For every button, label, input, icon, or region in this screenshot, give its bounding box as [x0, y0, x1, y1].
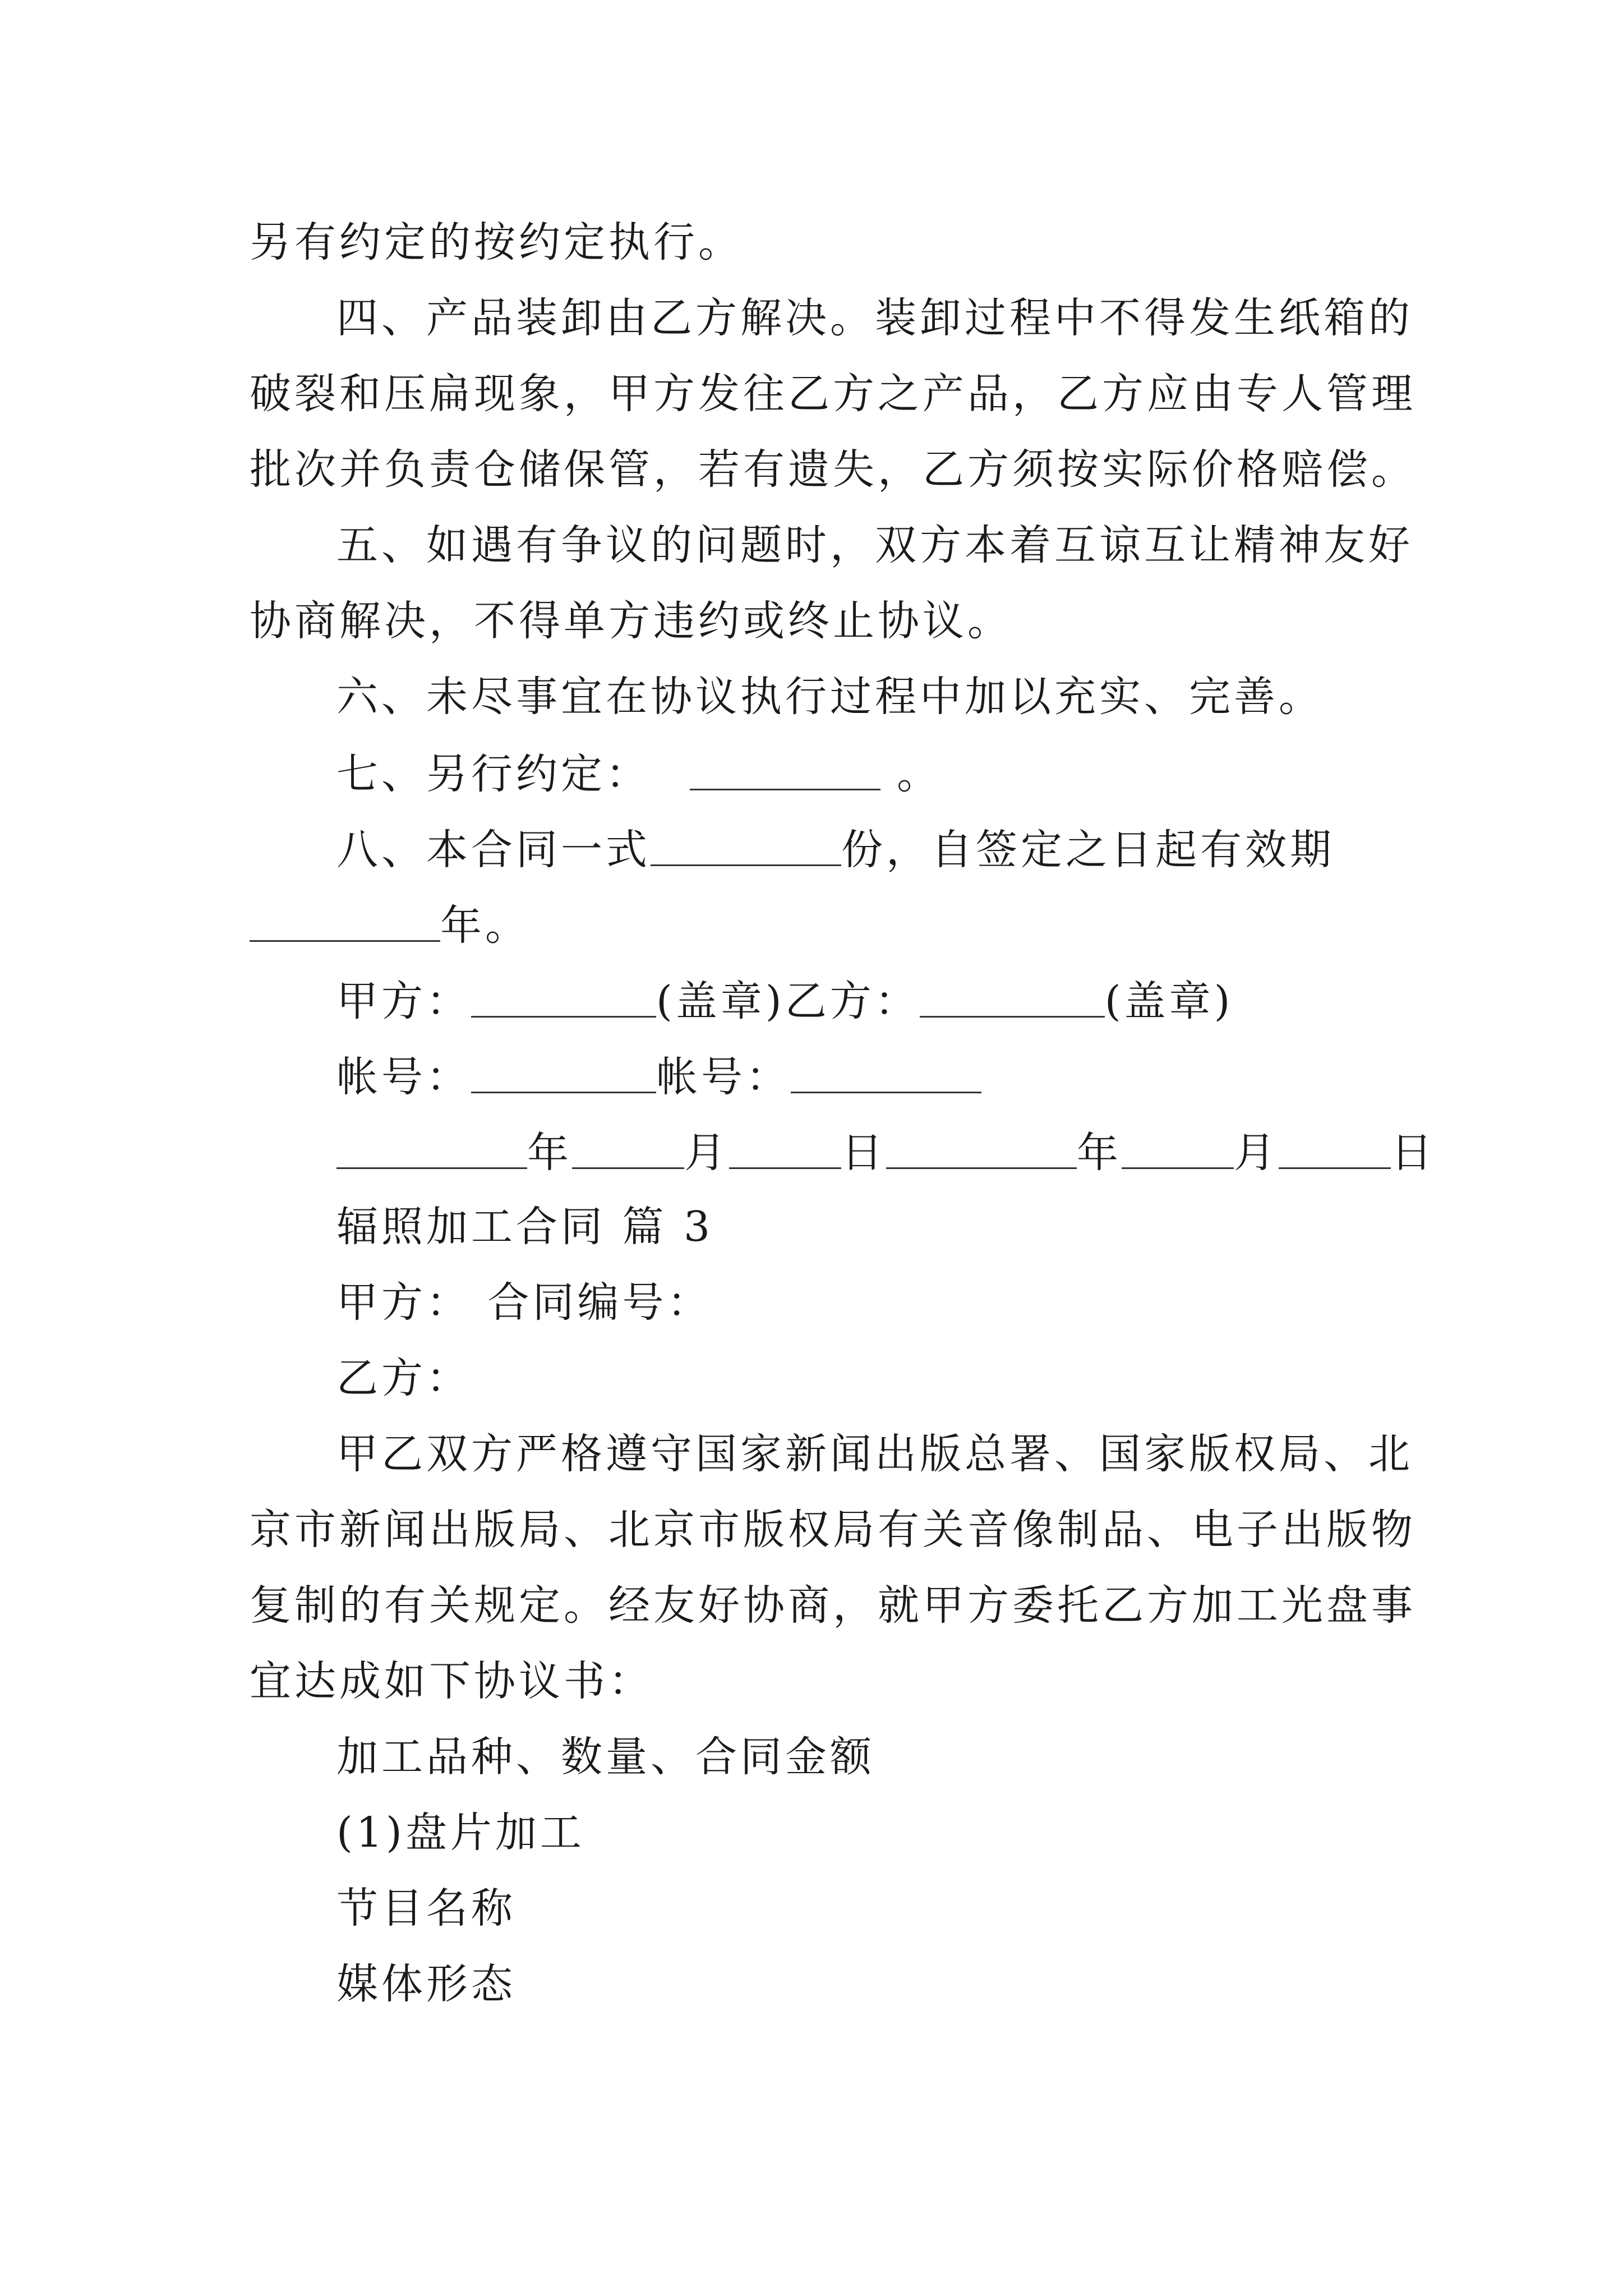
party-a-contract-number: 甲方： 合同编号：	[336, 1278, 712, 1327]
year-label: 年	[1077, 1129, 1122, 1177]
fill-blank-valid-years[interactable]	[250, 903, 440, 942]
clause-seven-label: 七、另行约定：	[336, 750, 651, 798]
fill-blank-account-a[interactable]	[471, 1055, 656, 1093]
signature-parties	[336, 977, 1234, 1025]
clause-four-line-3: 批次并负责仓储保管，若有遗失，乙方须按实际价格赔偿。	[250, 445, 1416, 494]
fill-blank-month-b[interactable]	[1122, 1130, 1234, 1169]
heading-disc-processing: (1)盘片加工	[336, 1809, 585, 1857]
preamble-line-2: 京市新闻出版局、北京市版权局有关音像制品、电子出版物	[250, 1506, 1416, 1554]
label-media-form: 媒体形态	[336, 1960, 516, 2008]
year-suffix: 年。	[440, 901, 530, 950]
month-label: 月	[1234, 1129, 1279, 1177]
fill-blank-day-b[interactable]	[1279, 1130, 1391, 1169]
fill-blank-party-b[interactable]	[920, 979, 1105, 1018]
clause-five-line-1: 五、如遇有争议的问题时，双方本着互谅互让精神友好	[336, 521, 1413, 569]
fill-blank-account-b[interactable]	[791, 1055, 981, 1093]
party-b: 乙方：	[336, 1354, 471, 1402]
account-numbers	[336, 1053, 981, 1101]
fill-blank-year-b[interactable]	[886, 1130, 1077, 1169]
clause-eight-line-1	[336, 826, 1335, 874]
period-mark: 。	[897, 750, 942, 798]
year-label: 年	[527, 1129, 572, 1177]
seal-label: (盖章)	[1104, 977, 1234, 1025]
preamble-line-4: 宜达成如下协议书：	[250, 1657, 653, 1705]
clause-seven	[336, 750, 942, 798]
account-a-label: 帐号：	[336, 1053, 471, 1101]
preamble-line-3: 复制的有关规定。经友好协商，就甲方委托乙方加工光盘事	[250, 1581, 1416, 1630]
preamble-line-1: 甲乙双方严格遵守国家新闻出版总署、国家版权局、北	[336, 1430, 1413, 1478]
section-title: 辐照加工合同 篇 3	[336, 1203, 714, 1251]
fill-blank-copies[interactable]	[651, 827, 841, 866]
clause-four-line-2: 破裂和压扁现象，甲方发往乙方之产品，乙方应由专人管理	[250, 370, 1416, 418]
clause-five-line-2: 协商解决，不得单方违约或终止协议。	[250, 597, 1012, 645]
day-label: 日	[841, 1129, 886, 1177]
fill-blank-month-a[interactable]	[572, 1130, 684, 1169]
fill-blank-party-a[interactable]	[471, 979, 656, 1018]
label-program-name: 节目名称	[336, 1884, 516, 1932]
account-b-label: 帐号：	[656, 1053, 791, 1101]
heading-items: 加工品种、数量、合同金额	[336, 1733, 875, 1781]
signing-dates	[336, 1129, 1436, 1177]
fill-blank-year-a[interactable]	[336, 1130, 527, 1169]
seal-party-b-label: (盖章)乙方：	[656, 977, 920, 1025]
clause-four-line-1: 四、产品装卸由乙方解决。装卸过程中不得发生纸箱的	[336, 294, 1413, 342]
clause-six: 六、未尽事宜在协议执行过程中加以充实、完善。	[336, 673, 1324, 721]
fill-blank-day-a[interactable]	[729, 1130, 841, 1169]
clause-eight-label: 八、本合同一式	[336, 826, 651, 874]
paragraph-line: 另有约定的按约定执行。	[250, 218, 743, 266]
day-label: 日	[1391, 1129, 1436, 1177]
party-a-label: 甲方：	[336, 977, 471, 1025]
fill-blank-other-terms[interactable]	[690, 752, 880, 790]
clause-eight-text: 份，自签定之日起有效期	[841, 826, 1335, 874]
month-label: 月	[684, 1129, 729, 1177]
clause-eight-line-2	[250, 901, 530, 950]
